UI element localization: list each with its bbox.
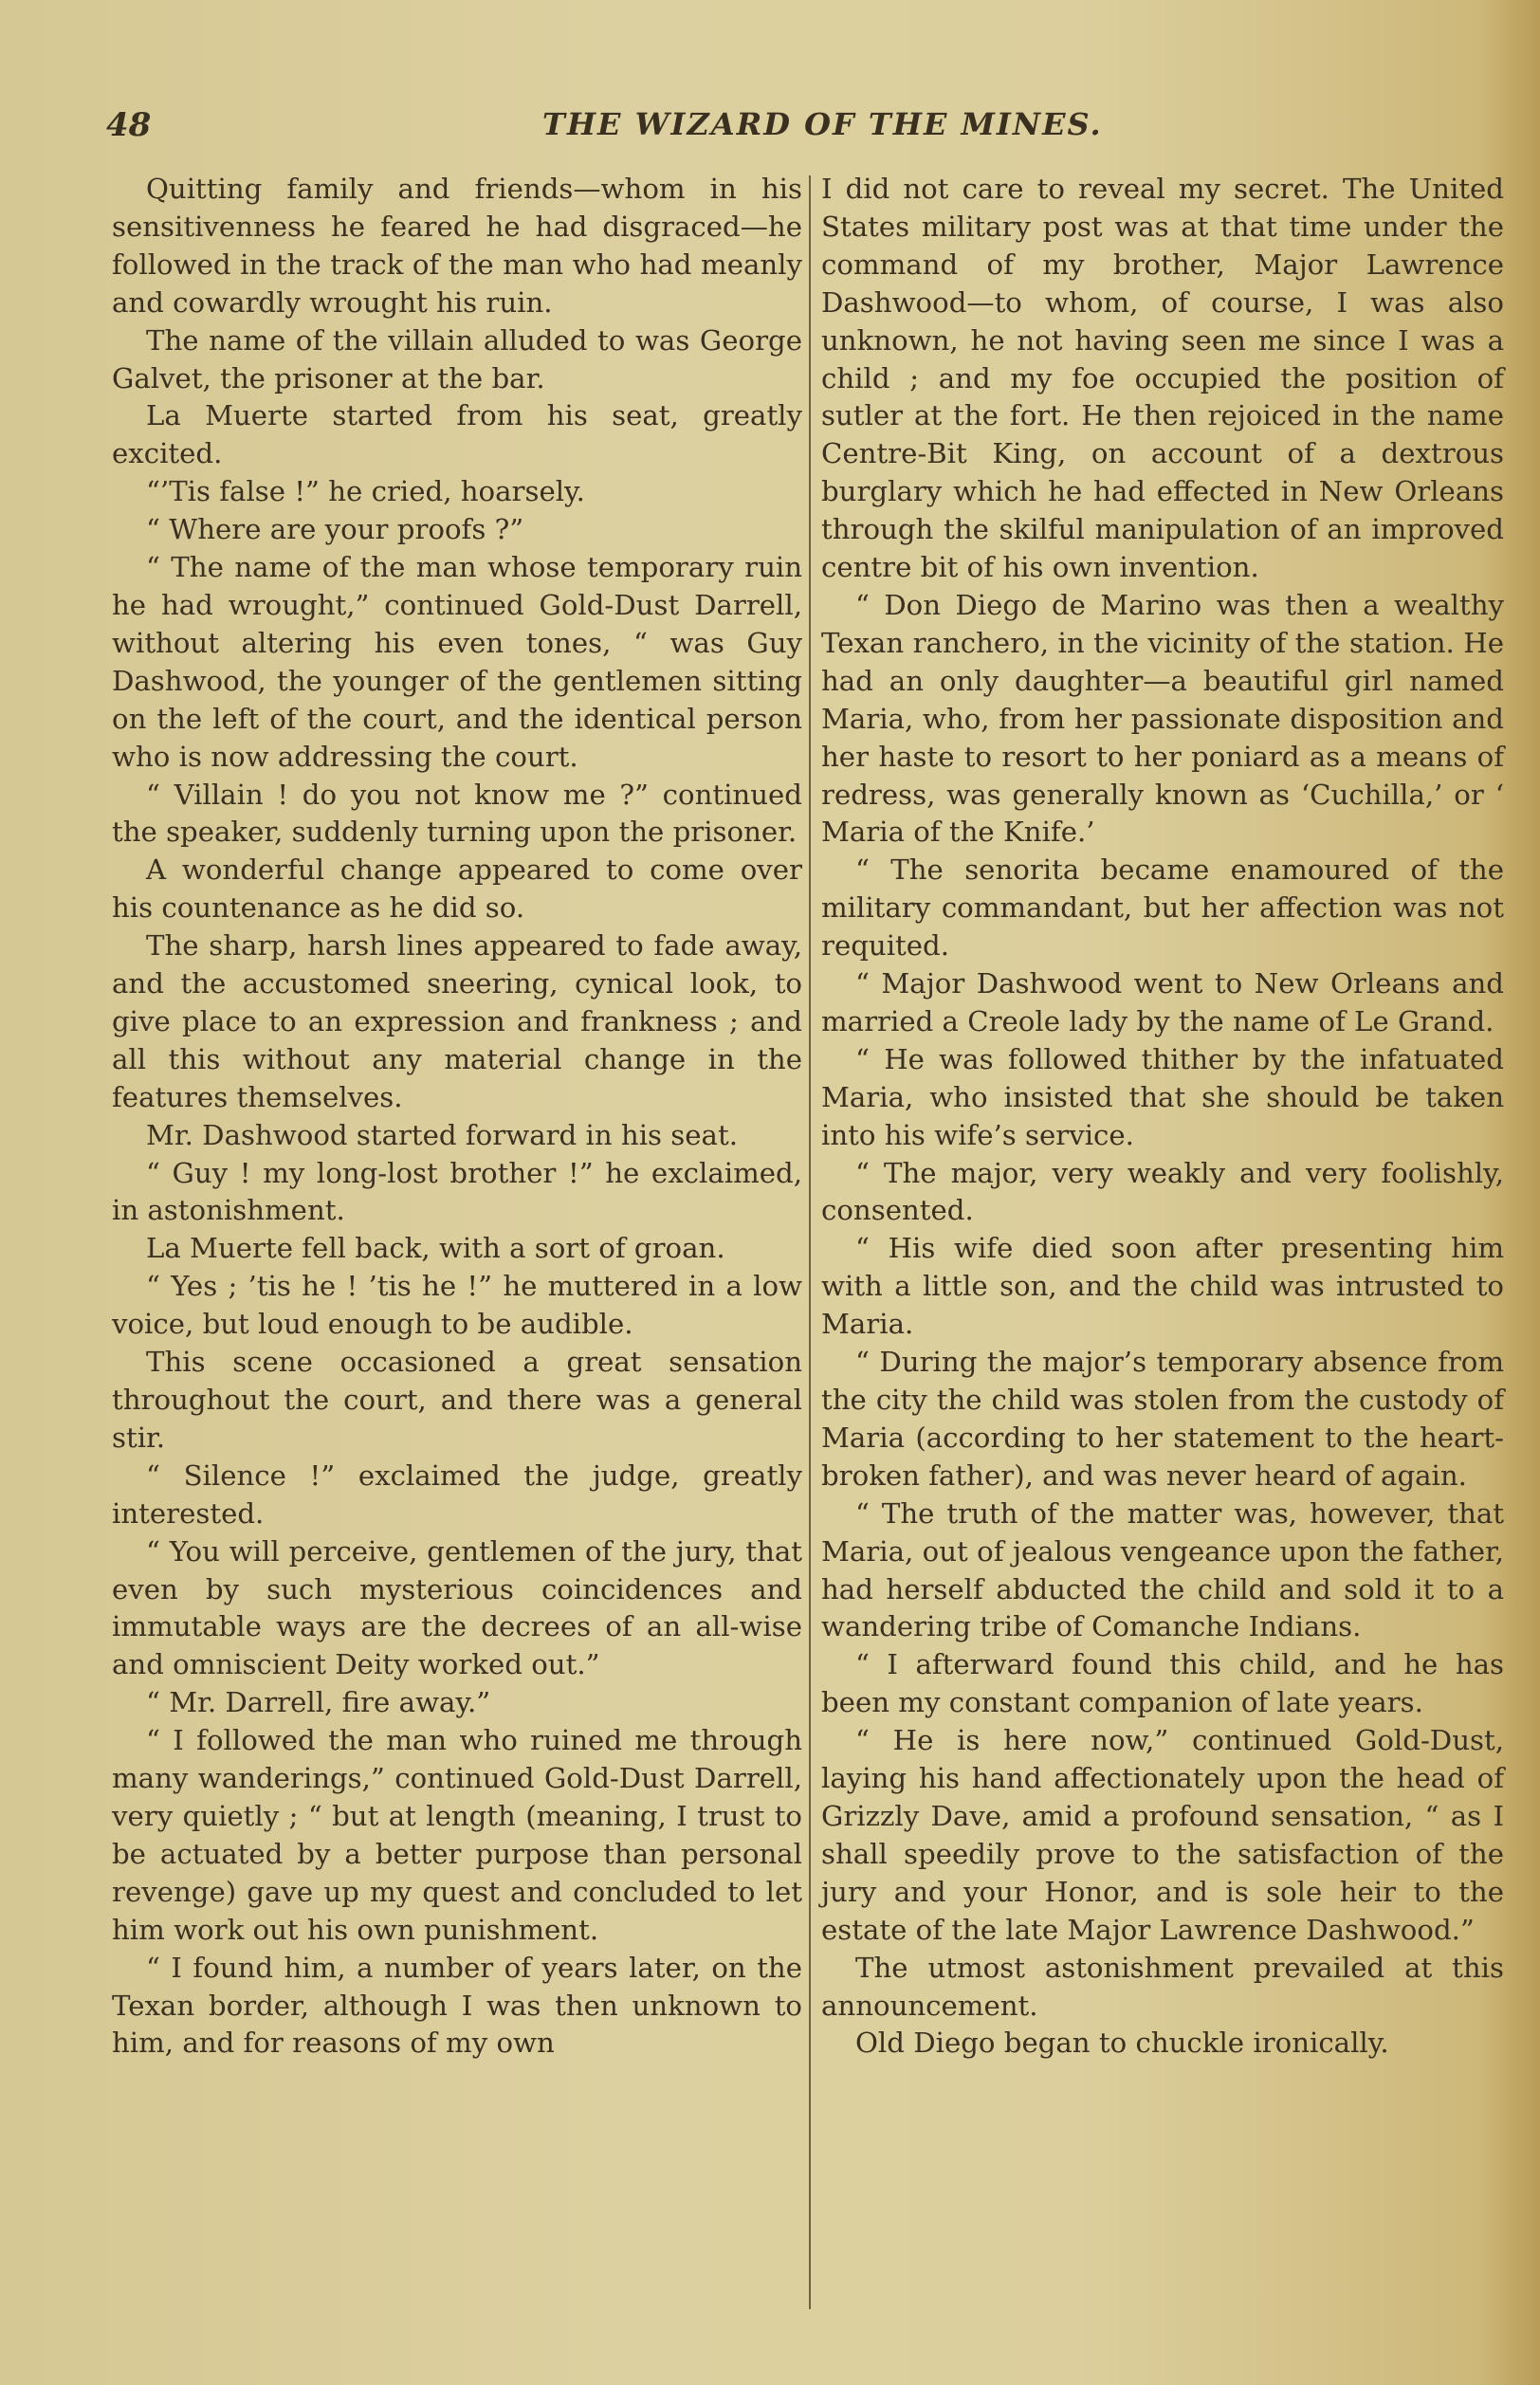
paragraph: I did not care to reveal my secret. The United States military post was at that time under the command of my brother, Major Lawrence Dashwood—to whom, of course, I was also unknown, he not having seen me since I was a child ; and my foe occupied the position of sutler at the fort. He then rejoiced in the name Centre-Bit King, on account of a dextrous burglary which he had effected in New Orleans through the skilful manipulation of an improved centre bit of his own invention. bbox=[821, 173, 1504, 584]
paragraph: The name of the villain alluded to was George Galvet, the prisoner at the bar. bbox=[112, 323, 802, 394]
paragraph: “ The senorita became enamoured of the military commandant, but her affection was not requited. bbox=[821, 853, 1504, 963]
page-header bbox=[106, 106, 1415, 154]
paragraph: “ He is here now,” continued Gold-Dust, laying his hand affectionately upon the head of Grizzly Dave, amid a profound sensation, “ as I shall speedily prove to the satisfaction of the jury and your Honor, and is sole heir to the estate of the late Major Lawrence Dashwood.” bbox=[821, 1724, 1504, 1946]
paragraph: A wonderful change appeared to come over his countenance as he did so. bbox=[112, 853, 802, 925]
paragraph: “ Major Dashwood went to New Orleans and married a Creole lady by the name of Le Grand. bbox=[821, 967, 1504, 1037]
running-title: THE WIZARD OF THE MINES. bbox=[542, 106, 1103, 142]
page-number: 48 bbox=[106, 106, 152, 144]
left-text-column bbox=[112, 171, 802, 2063]
paragraph: “ Villain ! do you not know me ?” continued the speaker, suddenly turning upon the prisoner. bbox=[112, 778, 802, 849]
paragraph: “ You will perceive, gentlemen of the jury, that even by such mysterious coincidences and immutable ways are the decrees of an all-wise and omniscient Deity worked out.” bbox=[112, 1534, 802, 1681]
paragraph: “ I afterward found this child, and he has been my constant companion of late years. bbox=[821, 1648, 1504, 1719]
paragraph: The sharp, harsh lines appeared to fade away, and the accustomed sneering, cynical look, to give place to an expression and frankness ; and all this without any material change in the features themselves. bbox=[112, 929, 802, 1113]
paragraph: Mr. Dashwood started forward in his seat. bbox=[146, 1118, 738, 1151]
paragraph: “’Tis false !” he cried, hoarsely. bbox=[146, 475, 585, 508]
paragraph: “ During the major’s temporary absence from the city the child was stolen from the custody of Maria (according to her statement to the heart-broken father), and was never heard of again. bbox=[821, 1346, 1504, 1492]
paragraph: Old Diego began to chuckle ironically. bbox=[855, 2027, 1389, 2060]
paragraph: This scene occasioned a great sensation throughout the court, and there was a general stir. bbox=[112, 1346, 802, 1454]
paragraph: “ His wife died soon after presenting him with a little son, and the child was intrusted to Maria. bbox=[821, 1232, 1504, 1341]
paragraph: “ Guy ! my long-lost brother !” he exclaimed, in astonishment. bbox=[112, 1156, 802, 1227]
paragraph: “ The major, very weakly and very foolishly, consented. bbox=[821, 1156, 1504, 1227]
paragraph: “ Yes ; ’tis he ! ’tis he !” he muttered in a low voice, but loud enough to be audible. bbox=[112, 1270, 802, 1341]
paragraph: “ He was followed thither by the infatuated Maria, who insisted that she should be taken into his wife’s service. bbox=[821, 1042, 1504, 1151]
column-divider bbox=[809, 175, 811, 2309]
paragraph: “ Mr. Darrell, fire away.” bbox=[146, 1686, 491, 1719]
paragraph: “ I found him, a number of years later, on the Texan border, although I was then unknown to him, and for reasons of my own bbox=[112, 1951, 802, 2060]
paragraph: “ Don Diego de Marino was then a wealthy Texan ranchero, in the vicinity of the station. He had an only daughter—a beautiful girl named Maria, who, from her passionate disposition and her haste to resort to her poniard as a means of redress, was generally known as ‘Cuchilla,’ or ‘ Maria of the Knife.’ bbox=[821, 588, 1504, 849]
paragraph: Quitting family and friends—whom in his sensitivenness he feared he had disgraced—he followed in the track of the man who had meanly and cowardly wrought his ruin. bbox=[112, 173, 802, 319]
paragraph: La Muerte fell back, with a sort of groan. bbox=[146, 1232, 725, 1265]
paragraph: The utmost astonishment prevailed at this announcement. bbox=[821, 1951, 1504, 2022]
paragraph: “ Where are your proofs ?” bbox=[146, 513, 524, 546]
right-text-column bbox=[821, 171, 1504, 2063]
paragraph: “ The truth of the matter was, however, that Maria, out of jealous vengeance upon the father, had herself abducted the child and sold it to a wandering tribe of Comanche Indians. bbox=[821, 1496, 1504, 1643]
paragraph: “ I followed the man who ruined me through many wanderings,” continued Gold-Dust Darrell, very quietly ; “ but at length (meaning, I trust to be actuated by a better purpose than personal revenge) gave up my quest and concluded to let him work out his own punishment. bbox=[112, 1724, 802, 1946]
paragraph: “ Silence !” exclaimed the judge, greatly interested. bbox=[112, 1459, 802, 1530]
paragraph: “ The name of the man whose temporary ruin he had wrought,” continued Gold-Dust Darrell, without altering his even tones, “ was Guy Dashwood, the younger of the gentlemen sitting on the left of the court, and the identical person who is now addressing the court. bbox=[112, 551, 802, 773]
paragraph: La Muerte started from his seat, greatly excited. bbox=[112, 399, 802, 470]
